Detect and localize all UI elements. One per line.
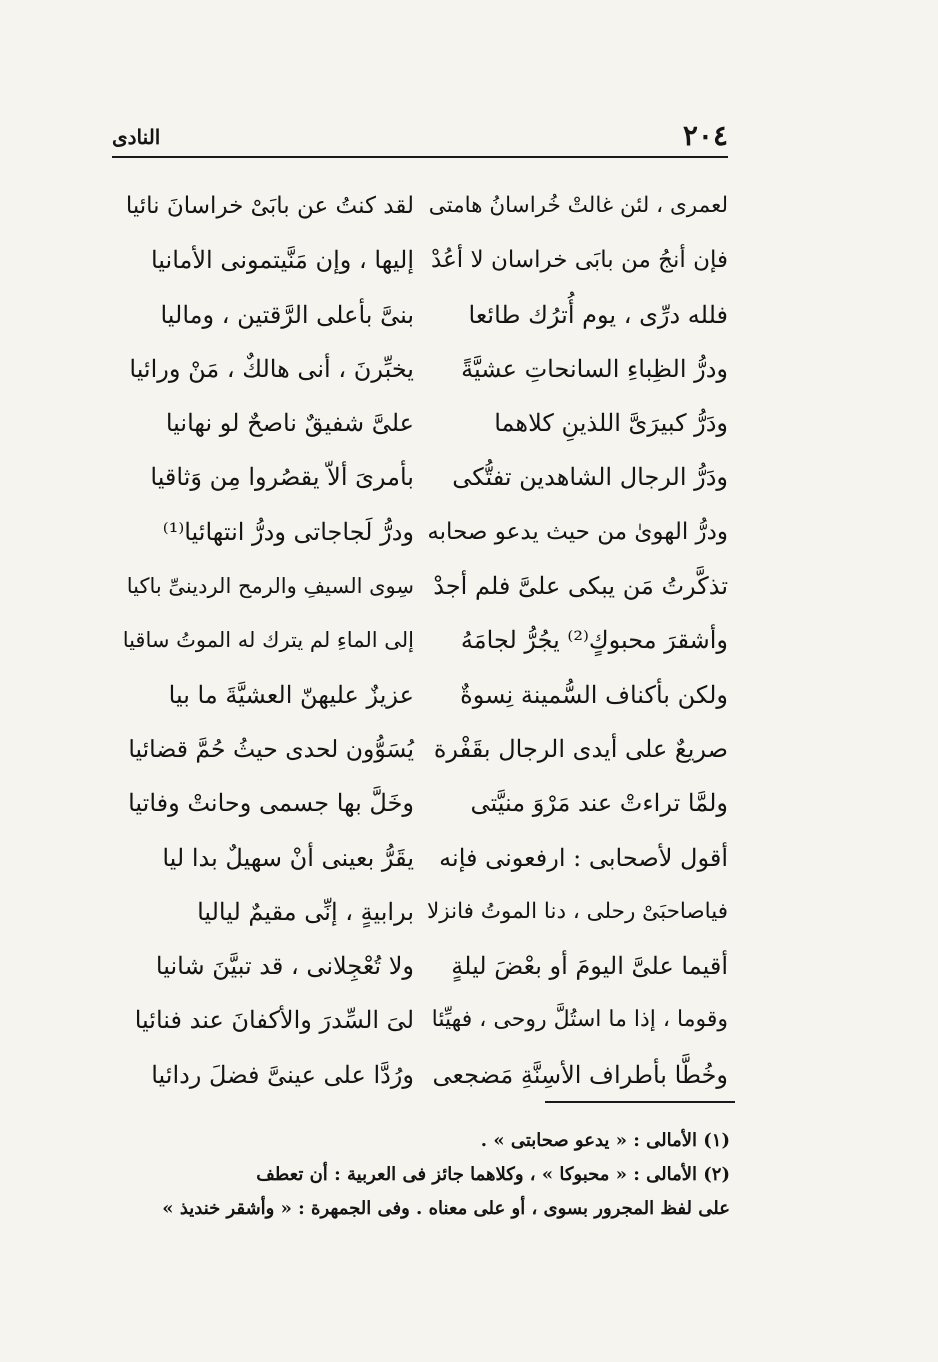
verse-second-hemistich: يخبِّرنَ ، أنى هالكٌ ، مَنْ ورائيا: [129, 354, 414, 383]
verse-first-hemistich: وقوما ، إذا ما استُلَّ روحى ، فهيِّئا: [431, 1007, 728, 1033]
verse-first-hemistich: ودرُّ الهوىٰ من حيث يدعو صحابه: [427, 518, 728, 545]
verse-first-hemistich: ودرُّ الظِباءِ السانحاتِ عشيَّةً: [461, 354, 728, 383]
footnote-divider: [545, 1101, 735, 1103]
verse-second-hemistich: لىَ السِّدرَ والأكفانَ عند فنائيا: [134, 1006, 414, 1035]
verse: [112, 287, 728, 341]
footnote-2: (٢) الأمالى : « محبوكا » ، وكلاهما جائز فى العربية : أن تعطف: [256, 1164, 730, 1185]
verse-second-hemistich: ولا تُعْجِلانى ، قد تبيَّنَ شانيا: [155, 952, 414, 981]
verse-first-hemistich: فإن أنجُ من بابَى خراسان لا أعُدْ: [431, 247, 728, 274]
running-title: النادى: [112, 125, 161, 149]
verse-first-hemistich: أقول لأصحابى : ارفعونى فإنه: [439, 843, 728, 872]
verse: [112, 449, 728, 503]
verse-second-hemistich: برابيةٍ ، إنِّى مقيمٌ لياليا: [197, 897, 414, 926]
verse: [112, 721, 728, 775]
verse: [112, 612, 728, 666]
verse-first-hemistich: ولكن بأكناف السُّمينة نِسوةٌ: [460, 680, 728, 709]
verse-first-hemistich: لعمرى ، لئن غالتْ خُراسانُ هامتى: [428, 193, 728, 218]
verse-second-hemistich: ورُدَّا على عينىَّ فضلَ ردائيا: [151, 1060, 414, 1089]
verse: [112, 341, 728, 395]
verse-second-hemistich: وخَلَّ بها جسمى وحانتْ وفاتيا: [128, 789, 414, 818]
verse: [112, 558, 728, 612]
verse: [112, 178, 728, 232]
verse-first-hemistich: ولمَّا تراءتْ عند مَرْوَ منيَّتى: [470, 789, 728, 818]
footnote-1: (١) الأمالى : « يدعو صحابتى » .: [480, 1130, 730, 1151]
verse: [112, 992, 728, 1046]
verse-second-hemistich: يقَرُّ بعينى أنْ سهيلٌ بدا ليا: [162, 843, 414, 872]
verse: [112, 232, 728, 286]
page-header: [112, 118, 728, 158]
footnote-2-continuation: على لفظ المجرور بسوى ، أو على معناه . وفى الجمهرة : « وأشقر خنديذ »: [162, 1198, 730, 1219]
verse: [112, 884, 728, 938]
verse: [112, 1047, 728, 1101]
verse-second-hemistich: إليها ، وإن مَنَّيتمونى الأمانيا: [150, 246, 414, 275]
verse-first-hemistich: فلله درِّى ، يوم أُترُك طائعا: [468, 300, 728, 329]
verse-second-hemistich: سِوى السيفِ والرمح الردينىِّ باكيا: [126, 574, 414, 599]
verse-second-hemistich: علىَّ شفيقٌ ناصحٌ لو نهانيا: [165, 409, 414, 438]
verse-second-hemistich: يُسَوُّون لحدى حيثُ حُمَّ قضائيا: [128, 734, 414, 763]
verse-first-hemistich: فياصاحبَىْ رحلى ، دنا الموتُ فانزلا: [427, 898, 728, 924]
verse-first-hemistich: صريعٌ على أيدى الرجال بقَفْرة: [433, 734, 728, 763]
verse-second-hemistich: ودرُّ لَجاجاتى ودرُّ انتهائيا⁽¹⁾: [162, 517, 414, 546]
verse-second-hemistich: عزيزٌ عليهنّ العشيَّةَ ما بيا: [168, 680, 414, 709]
verse: [112, 395, 728, 449]
footnotes: [125, 1124, 730, 1226]
verse-second-hemistich: بأمرىَ ألاّ يقصُروا مِن وَثاقيا: [150, 463, 414, 492]
verse-first-hemistich: وأشقرَ محبوكٍ⁽²⁾ يجُرُّ لجامَهُ: [460, 626, 728, 655]
verse: [112, 667, 728, 721]
verse: [112, 504, 728, 558]
verse: [112, 938, 728, 992]
page-number: ٢٠٤: [682, 119, 728, 152]
verse-first-hemistich: ودَرُّ الرجال الشاهدين تفتُّكى: [452, 463, 728, 492]
verse-second-hemistich: لقد كنتُ عن بابَىْ خراسانَ نائيا: [125, 193, 414, 219]
verse: [112, 830, 728, 884]
verse-second-hemistich: بنىَّ بأعلى الرَّقتين ، وماليا: [160, 300, 414, 329]
verse-first-hemistich: ودَرُّ كبيرَىَّ اللذينِ كلاهما: [494, 409, 728, 438]
verse-first-hemistich: أقيما علىَّ اليومَ أو بعْضَ ليلةٍ: [451, 952, 728, 981]
verse-first-hemistich: وخُطَّا بأطراف الأسِنَّةِ مَضجعى: [432, 1060, 728, 1089]
poem: [112, 178, 728, 1101]
verse-second-hemistich: إلى الماءِ لم يترك له الموتُ ساقيا: [122, 628, 414, 653]
verse: [112, 775, 728, 829]
verse-first-hemistich: تذكَّرتُ مَن يبكى علىَّ فلم أجدْ: [433, 572, 728, 601]
